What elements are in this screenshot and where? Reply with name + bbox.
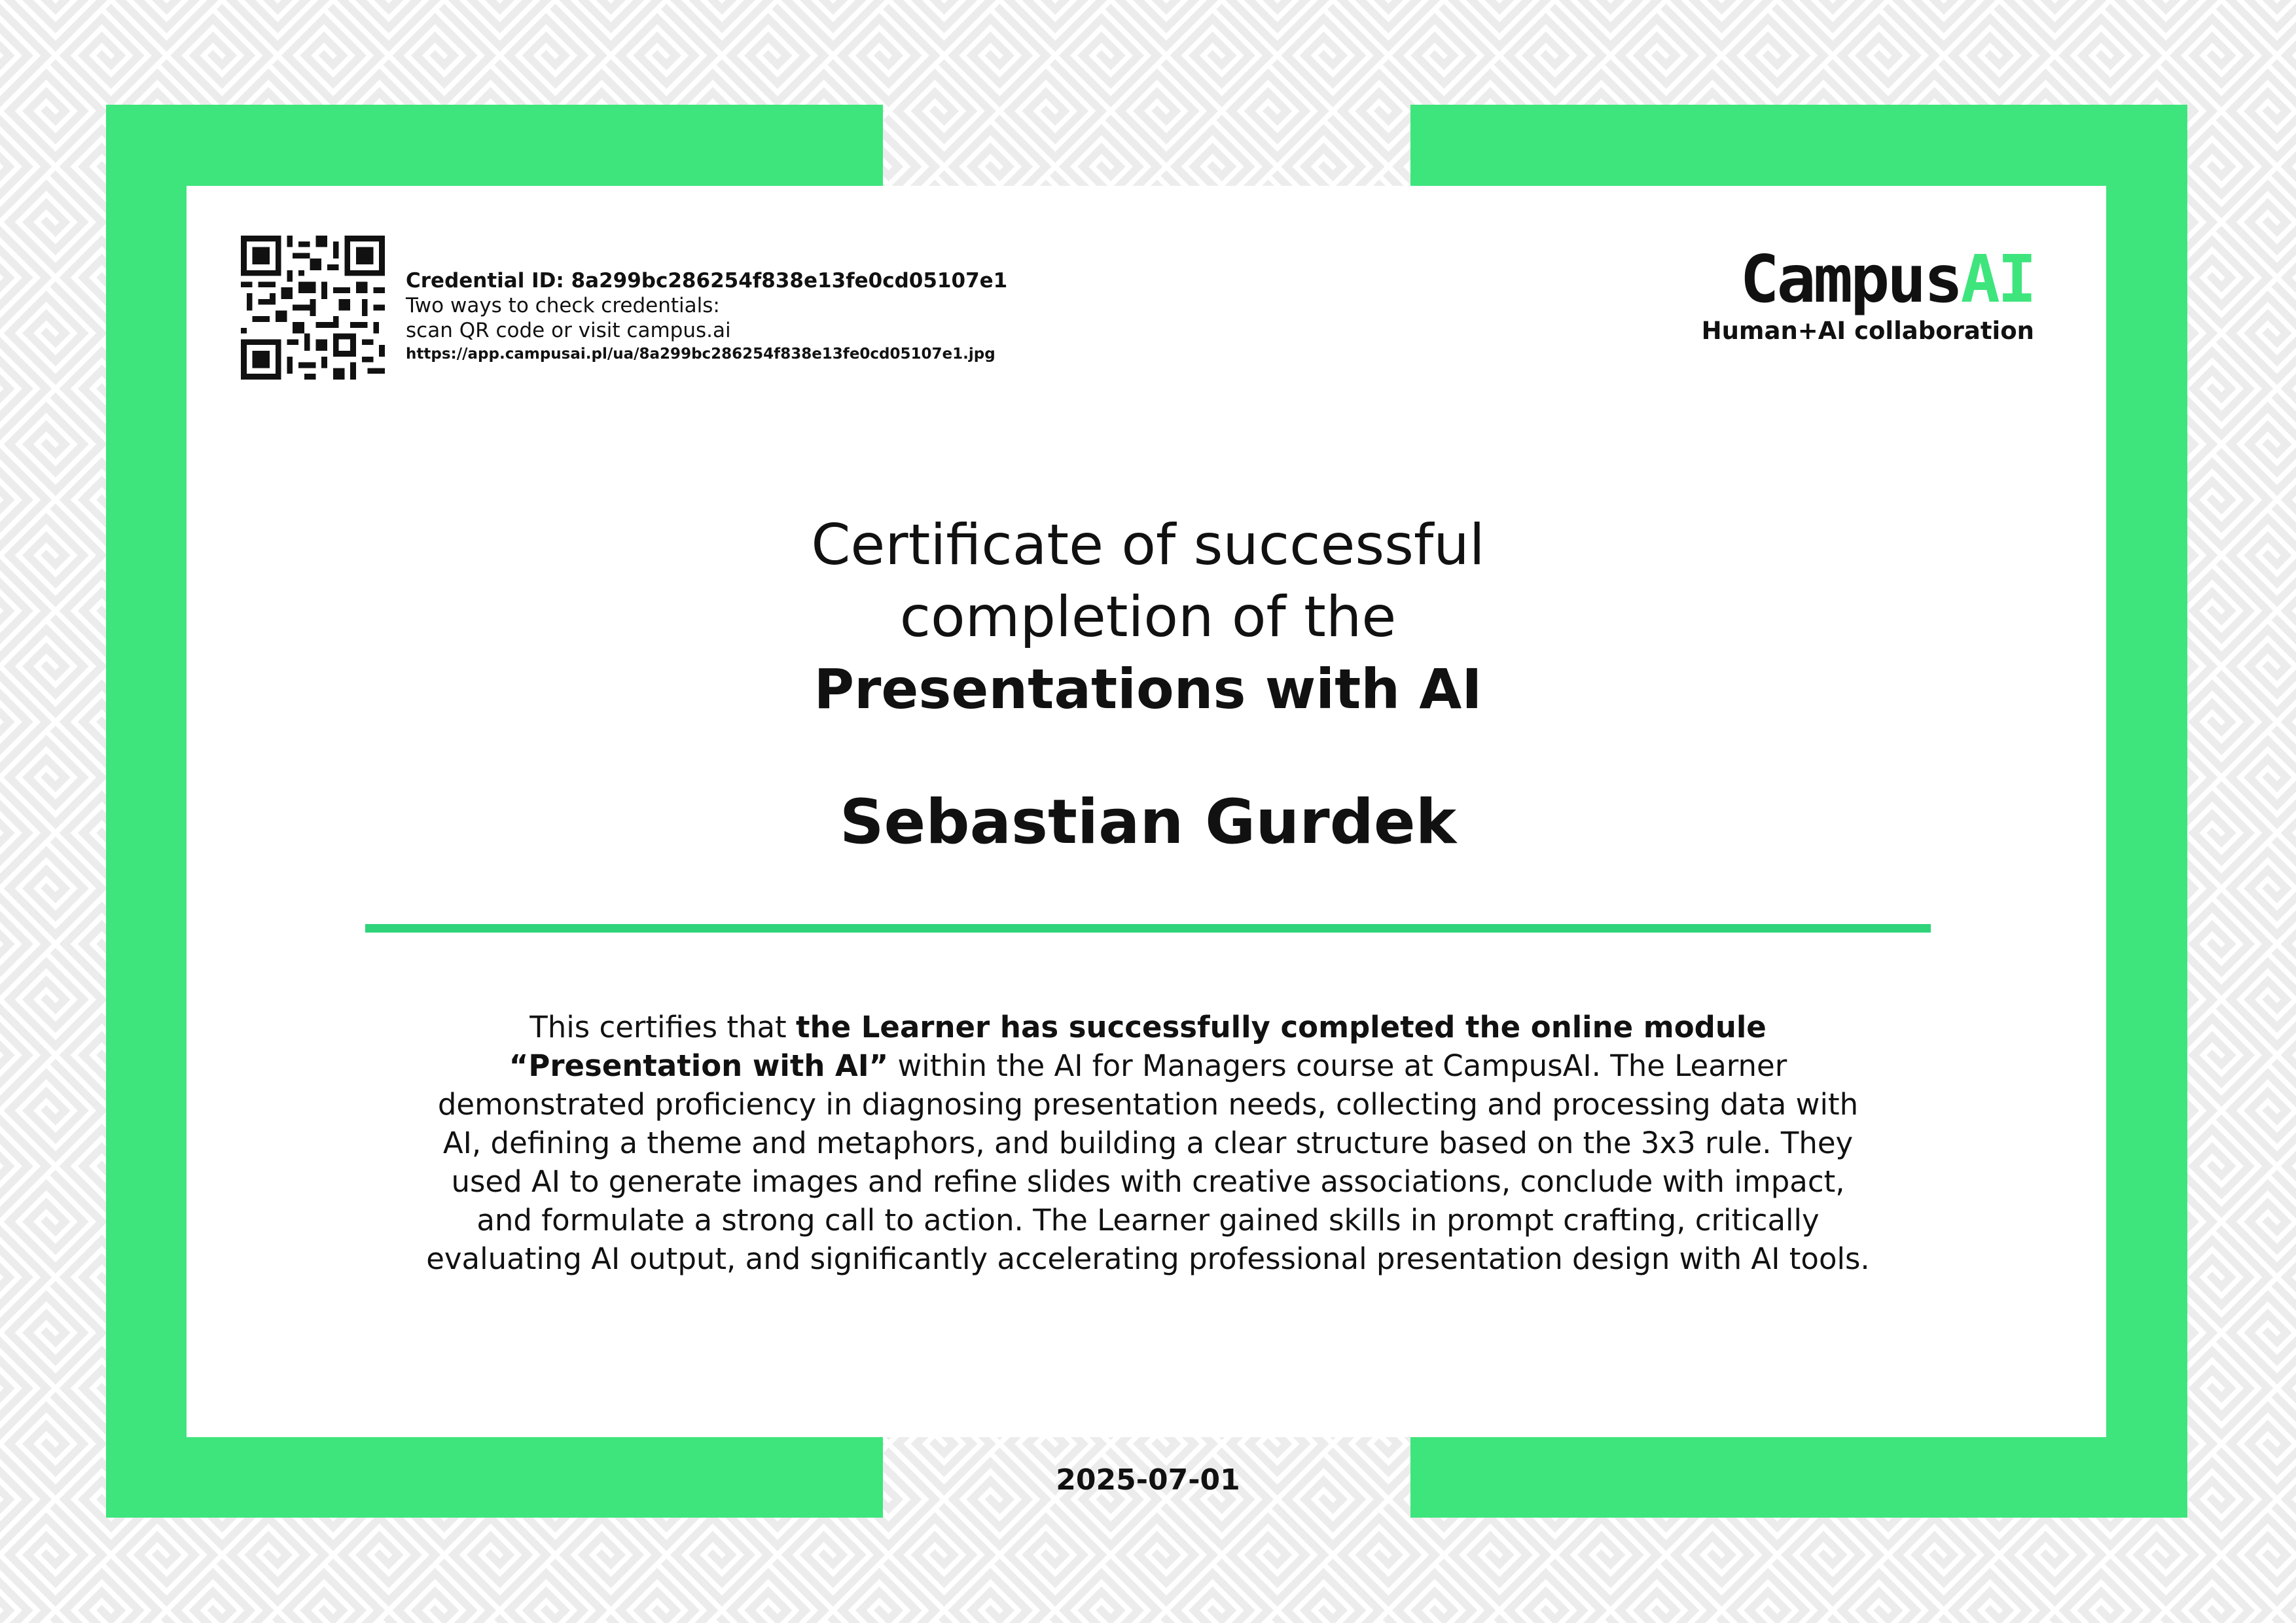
brand-wordmark [1702, 243, 2034, 315]
credential-url-link[interactable]: https://app.campusai.pl/ua/8a299bc286254f838e13fe0cd05107e1.jpg [406, 346, 996, 363]
learner-name: Sebastian Gurdek [839, 787, 1457, 858]
credential-check-line-2: scan QR code or visit campus.ai [406, 319, 731, 342]
heading-line-1: Certificate of successful [811, 512, 1485, 578]
brand-name-part1: Campus [1740, 241, 1961, 317]
credential-check-line-1: Two ways to check credentials: [406, 294, 720, 317]
heading-line-2: completion of the [899, 584, 1397, 650]
course-title: Presentations with AI [814, 657, 1482, 721]
description-intro: This certifies that [529, 1010, 797, 1044]
qr-code-icon[interactable] [241, 236, 385, 380]
divider-line [365, 924, 1931, 933]
frame-left [106, 105, 187, 1518]
certificate-date: 2025-07-01 [1056, 1463, 1240, 1497]
certificate-heading [493, 509, 1803, 725]
credential-id-label: Credential ID: [406, 269, 564, 293]
frame-top-left [106, 105, 883, 187]
credential-info [406, 268, 1126, 365]
brand-tagline: Human+AI collaboration [1701, 317, 2034, 345]
credential-id[interactable] [406, 268, 1126, 293]
description-bold: the Learner has successfully completed the online module “Presentation with AI” [509, 1010, 1767, 1083]
frame-top-right [1410, 105, 2187, 187]
campusai-logo [1702, 243, 2034, 346]
brand-name-part2: AI [1960, 241, 2034, 317]
frame-bottom-left [106, 1437, 883, 1518]
description-rest: within the AI for Managers course at CampusAI. The Learner demonstrated proficiency in diagnosing presentation needs, collecting and processing data with AI, defining a theme and metaphors, and building a clear structure based on the 3x3 rule. They used AI to generate images and refine slides with creative associations, conclude with impact, and formulate a strong call to action. The Learner gained skills in prompt crafting, critically evaluating AI output, and significantly accelerating professional presentation design with AI tools. [426, 1048, 1870, 1276]
frame-right [2106, 105, 2187, 1518]
certificate-description [419, 1008, 1877, 1278]
frame-bottom-right [1410, 1437, 2187, 1518]
credential-id-value: 8a299bc286254f838e13fe0cd05107e1 [571, 269, 1008, 293]
